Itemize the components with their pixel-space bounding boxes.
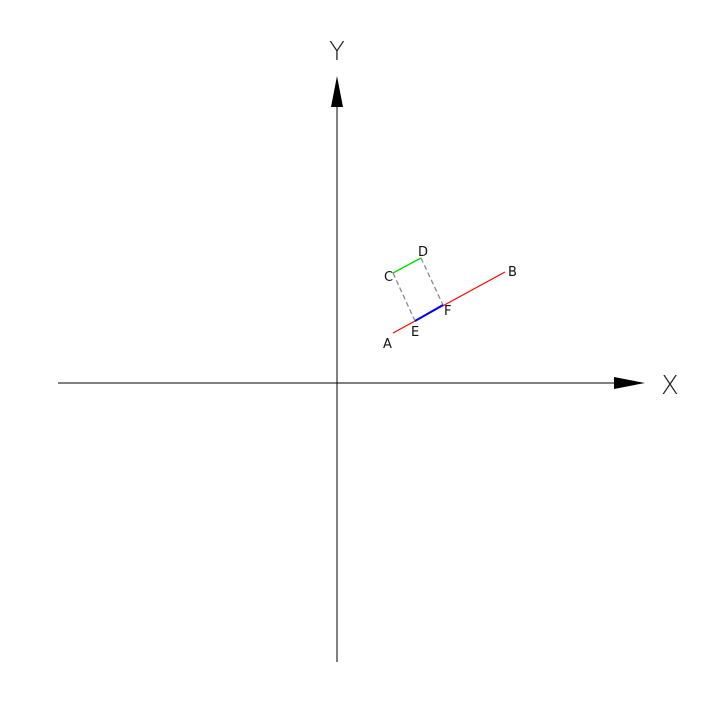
- point-label-c: C: [384, 270, 394, 285]
- x-axis-arrowhead: [614, 377, 645, 389]
- point-label-a: A: [383, 337, 392, 352]
- projection-line-ce: [393, 273, 415, 321]
- point-label-f: F: [444, 304, 452, 319]
- segment-ab: [393, 272, 505, 333]
- projection-line-df: [421, 258, 443, 305]
- x-axis-label: X: [661, 371, 679, 401]
- y-axis-arrowhead: [331, 76, 343, 107]
- segment-cd: [393, 258, 421, 273]
- y-axis-label: Y: [329, 37, 345, 67]
- point-label-e: E: [411, 325, 420, 340]
- point-label-b: B: [508, 265, 517, 280]
- segment-ef: [415, 305, 443, 321]
- point-label-d: D: [418, 245, 429, 260]
